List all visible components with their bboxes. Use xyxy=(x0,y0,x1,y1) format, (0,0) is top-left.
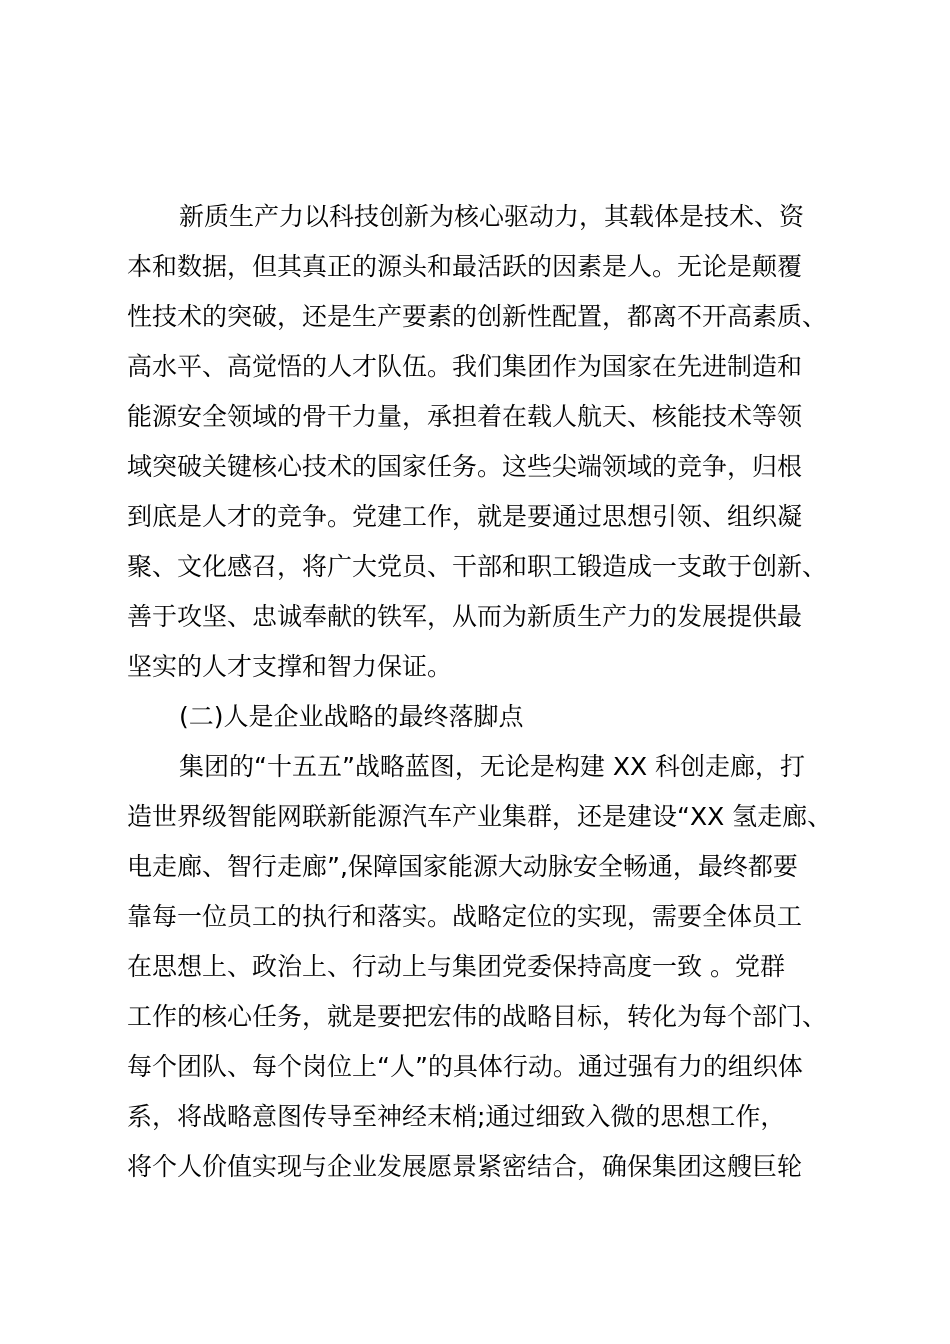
text-line: 将个人价值实现与企业发展愿景紧密结合，确保集团这艘巨轮 xyxy=(127,1152,803,1181)
paragraph-strategy xyxy=(127,742,847,1192)
text-line: 系，将战略意图传导至神经末梢;通过细致入微的思想工作， xyxy=(127,1102,786,1131)
text-line: 高水平、高觉悟的人才队伍。我们集团作为国家在先进制造和 xyxy=(127,352,803,381)
text-line: 聚、文化感召，将广大党员、干部和职工锻造成一支敢于创新、 xyxy=(127,552,828,581)
text-line: 坚实的人才支撑和智力保证。 xyxy=(127,652,453,681)
heading-text: (二)人是企业战略的最终落脚点 xyxy=(179,702,524,731)
text-line: 新质生产力以科技创新为核心驱动力，其载体是技术、资 xyxy=(179,202,805,231)
text-line: 造世界级智能网联新能源汽车产业集群，还是建设“XX 氢走廊、 xyxy=(127,802,833,831)
text-line: 靠每一位员工的执行和落实。战略定位的实现，需要全体员工 xyxy=(127,902,803,931)
text-line: 能源安全领域的骨干力量，承担着在载人航天、核能技术等领 xyxy=(127,402,803,431)
text-line: 域突破关键核心技术的国家任务。这些尖端领域的竞争，归根 xyxy=(127,452,803,481)
text-line: 善于攻坚、忠诚奉献的铁军，从而为新质生产力的发展提供最 xyxy=(127,602,803,631)
text-line: 性技术的突破，还是生产要素的创新性配置，都离不开高素质、 xyxy=(127,302,828,331)
section-heading xyxy=(127,692,847,742)
text-line: 本和数据，但其真正的源头和最活跃的因素是人。无论是颠覆 xyxy=(127,252,803,281)
paragraph-talent-core xyxy=(127,192,847,692)
text-line: 工作的核心任务，就是要把宏伟的战略目标，转化为每个部门、 xyxy=(127,1002,828,1031)
text-line: 在思想上、政治上、行动上与集团党委保持高度一致 。党群 xyxy=(127,952,785,981)
text-line: 电走廊、智行走廊”,保障国家能源大动脉安全畅通，最终都要 xyxy=(127,852,798,881)
text-line: 到底是人才的竞争。党建工作，就是要通过思想引领、组织凝 xyxy=(127,502,803,531)
text-line: 每个团队、每个岗位上“人”的具体行动。通过强有力的组织体 xyxy=(127,1052,803,1081)
document-body xyxy=(127,192,847,1192)
text-line: 集团的“十五五”战略蓝图，无论是构建 XX 科创走廊，打 xyxy=(179,752,806,781)
